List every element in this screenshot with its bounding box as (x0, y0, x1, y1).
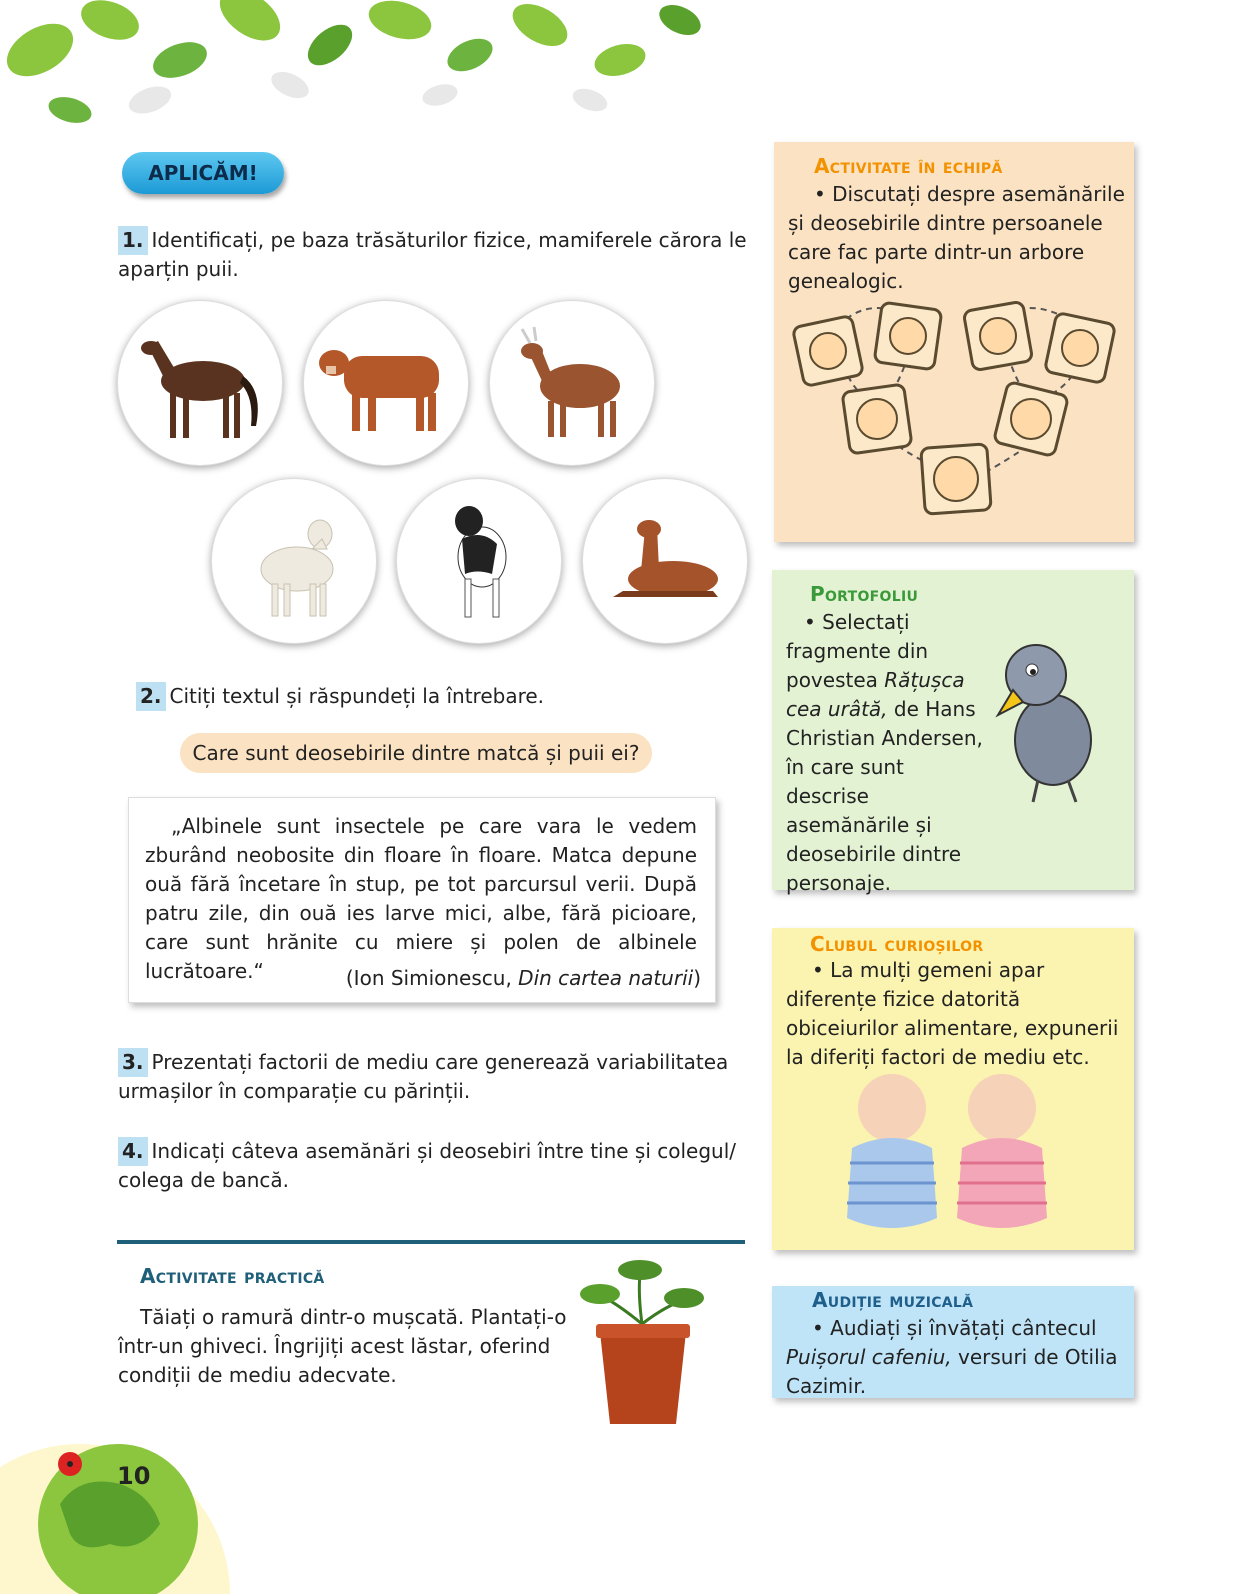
curious-club-text: • La mulți gemeni apar diferențe fizice datorită obiceiurilor alimentare, expunerii la diferiți factori de mediu etc. (786, 958, 1119, 1069)
curious-club-box (772, 928, 1134, 1250)
exercise-text: Citiți textul și răspundeți la întrebare. (169, 684, 545, 708)
animal-foal (582, 478, 748, 644)
page-number: 10 (117, 1462, 151, 1490)
section-badge (122, 152, 284, 194)
exercise-number: 3. (118, 1048, 148, 1077)
section-badge-label: APLICĂM! (148, 161, 258, 185)
team-activity-title: Activitate în echipă (814, 154, 1003, 178)
practical-text: Tăiați o ramură dintr-o mușcată. Plantați-o într-un ghiveci. Îngrijiți acest lăstar, oferind condiții de mediu adecvate. (118, 1305, 567, 1387)
exercise-2 (136, 682, 746, 711)
portfolio-text: • Selectați fragmente din povestea Rățușca cea urâtă, de Hans Christian Andersen, în care sunt descrise asemănările și deosebirile dintre personaje. (786, 610, 983, 895)
animal-goat (489, 300, 655, 466)
team-activity-box (774, 142, 1134, 542)
portfolio-title: Portofoliu (810, 582, 919, 606)
quote-source: (Ion Simionescu, Din cartea naturii) (345, 966, 701, 990)
globe-decoration (0, 1404, 230, 1594)
exercise-4 (118, 1137, 748, 1195)
quote-text: „Albinele sunt insectele pe care vara le vedem zburând neobosite din floare în floare. Matca depune ouă fără încetare în stup, pe tot parcursul verii. După patru zile, din ouă ies larve mici, albe, fără picioare, care sunt hrănite cu miere și polen de albinele lucrătoare.“ (145, 814, 697, 983)
family-tree-image (788, 296, 1118, 526)
section-divider (117, 1240, 745, 1244)
question-box (180, 733, 652, 773)
question-text: Care sunt deosebirile dintre matcă și puii ei? (192, 740, 640, 765)
exercise-text: Indicați câteva asemănări și deosebiri între tine și colegul/ colega de bancă. (118, 1139, 737, 1192)
animal-calf (396, 478, 562, 644)
plant-pot-image (578, 1254, 708, 1430)
exercise-number: 2. (136, 682, 166, 711)
music-title: Audiție muzicală (812, 1288, 974, 1312)
curious-club-title: Clubul curioșilor (810, 932, 984, 956)
animal-horse (117, 300, 283, 466)
music-text: • Audiați și învățați cântecul Puișorul cafeniu, versuri de Otilia Cazimir. (786, 1316, 1118, 1398)
practical-title: Activitate practică (140, 1264, 325, 1288)
quote-box (128, 797, 716, 1003)
portfolio-box (772, 570, 1134, 895)
exercise-3 (118, 1048, 748, 1106)
animal-kid-goat (211, 478, 377, 644)
exercise-text: Identificați, pe baza trăsăturilor fizice, mamiferele cărora le aparțin puii. (118, 228, 747, 281)
exercise-1 (118, 226, 748, 284)
music-box (772, 1286, 1134, 1398)
animal-cow (303, 300, 469, 466)
ugly-duckling-image (988, 630, 1108, 810)
exercise-text: Prezentați factorii de mediu care generează variabilitatea urmașilor în comparație cu părinții. (118, 1050, 729, 1103)
exercise-number: 1. (118, 226, 148, 255)
leaves-decoration (0, 0, 720, 140)
twins-image (822, 1068, 1072, 1240)
team-activity-text: • Discutați despre asemănările și deosebirile dintre persoanele care fac parte dintr-un arbore genealogic. (788, 182, 1125, 293)
exercise-number: 4. (118, 1137, 148, 1166)
